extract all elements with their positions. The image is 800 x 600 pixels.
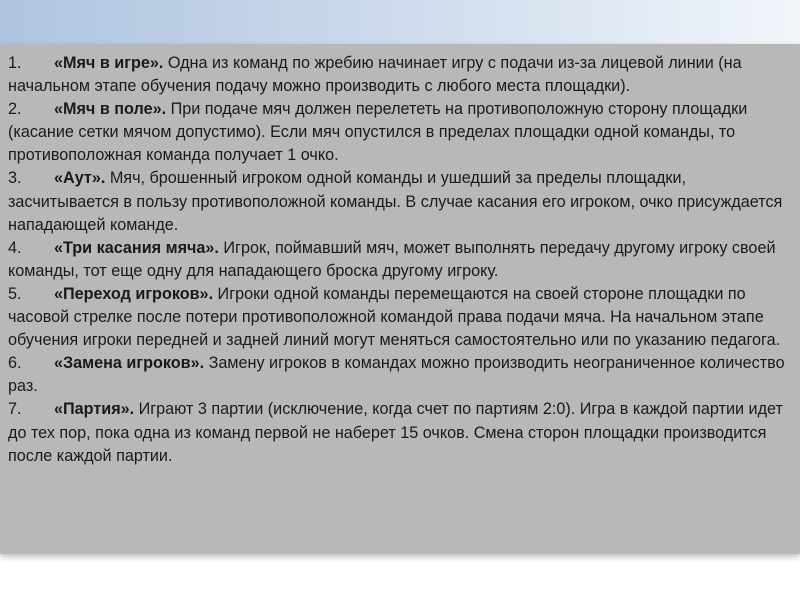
rule-number: 1. xyxy=(8,54,22,72)
rule-text: Играют 3 партии (исключение, когда счет по партиям 2:0). Игра в каждой партии идет до тех пор, пока одна из команд первой не наберет 15 очков. Смена сторон площадки производится после каждой партии. xyxy=(8,400,783,465)
rule-text: Одна из команд по жребию начинает игру с подачи из-за лицевой линии (на начальном этапе обучения подачу можно производить с любого места площадки). xyxy=(8,54,742,96)
rule-item xyxy=(8,237,792,283)
rule-title: «Переход игроков». xyxy=(54,284,214,303)
rule-text: Игроки одной команды перемещаются на своей стороне площадки по часовой стрелке после потери противоположной командой права подачи мяча. На начальном этапе обучения игроки передней и задней линий могут меняться самостоятельно или по указанию педагога. xyxy=(8,284,781,350)
rule-title: «Три касания мяча». xyxy=(54,238,219,257)
rule-item xyxy=(8,398,792,467)
rule-text: Замену игроков в командах можно производить неограниченное количество раз. xyxy=(8,354,785,396)
rule-title: «Мяч в поле». xyxy=(54,100,167,119)
rule-number: 4. xyxy=(8,238,22,257)
rule-item xyxy=(8,352,792,398)
rule-number: 6. xyxy=(8,354,22,373)
rule-text: Мяч, брошенный игроком одной команды и ушедший за пределы площадки, засчитывается в пользу противоположной команды. В случае касания его игроком, очко присуждается нападающей команде. xyxy=(8,169,783,234)
header-banner xyxy=(0,0,800,44)
rule-number: 3. xyxy=(8,169,22,188)
rule-item xyxy=(8,98,792,167)
rule-number: 2. xyxy=(8,100,22,119)
rule-number: 5. xyxy=(8,284,22,303)
rule-item xyxy=(8,167,792,236)
rule-text: При подаче мяч должен перелететь на противоположную сторону площадки (касание сетки мячом допустимо). Если мяч опустился в пределах площадки одной команды, то противоположная команда получает 1 очко. xyxy=(8,100,748,165)
rules-list xyxy=(8,52,792,567)
rule-item xyxy=(8,283,792,352)
rule-title: «Партия». xyxy=(54,400,135,419)
rule-number: 7. xyxy=(8,400,22,419)
rule-title: «Замена игроков». xyxy=(54,354,205,373)
rule-text: Игрок, поймавший мяч, может выполнять передачу другому игроку своей команды, тот еще одну для нападающего броска другому игроку. xyxy=(8,238,776,280)
rule-title: «Мяч в игре». xyxy=(54,54,164,72)
rule-title: «Аут». xyxy=(54,169,106,188)
rule-item xyxy=(8,52,792,98)
